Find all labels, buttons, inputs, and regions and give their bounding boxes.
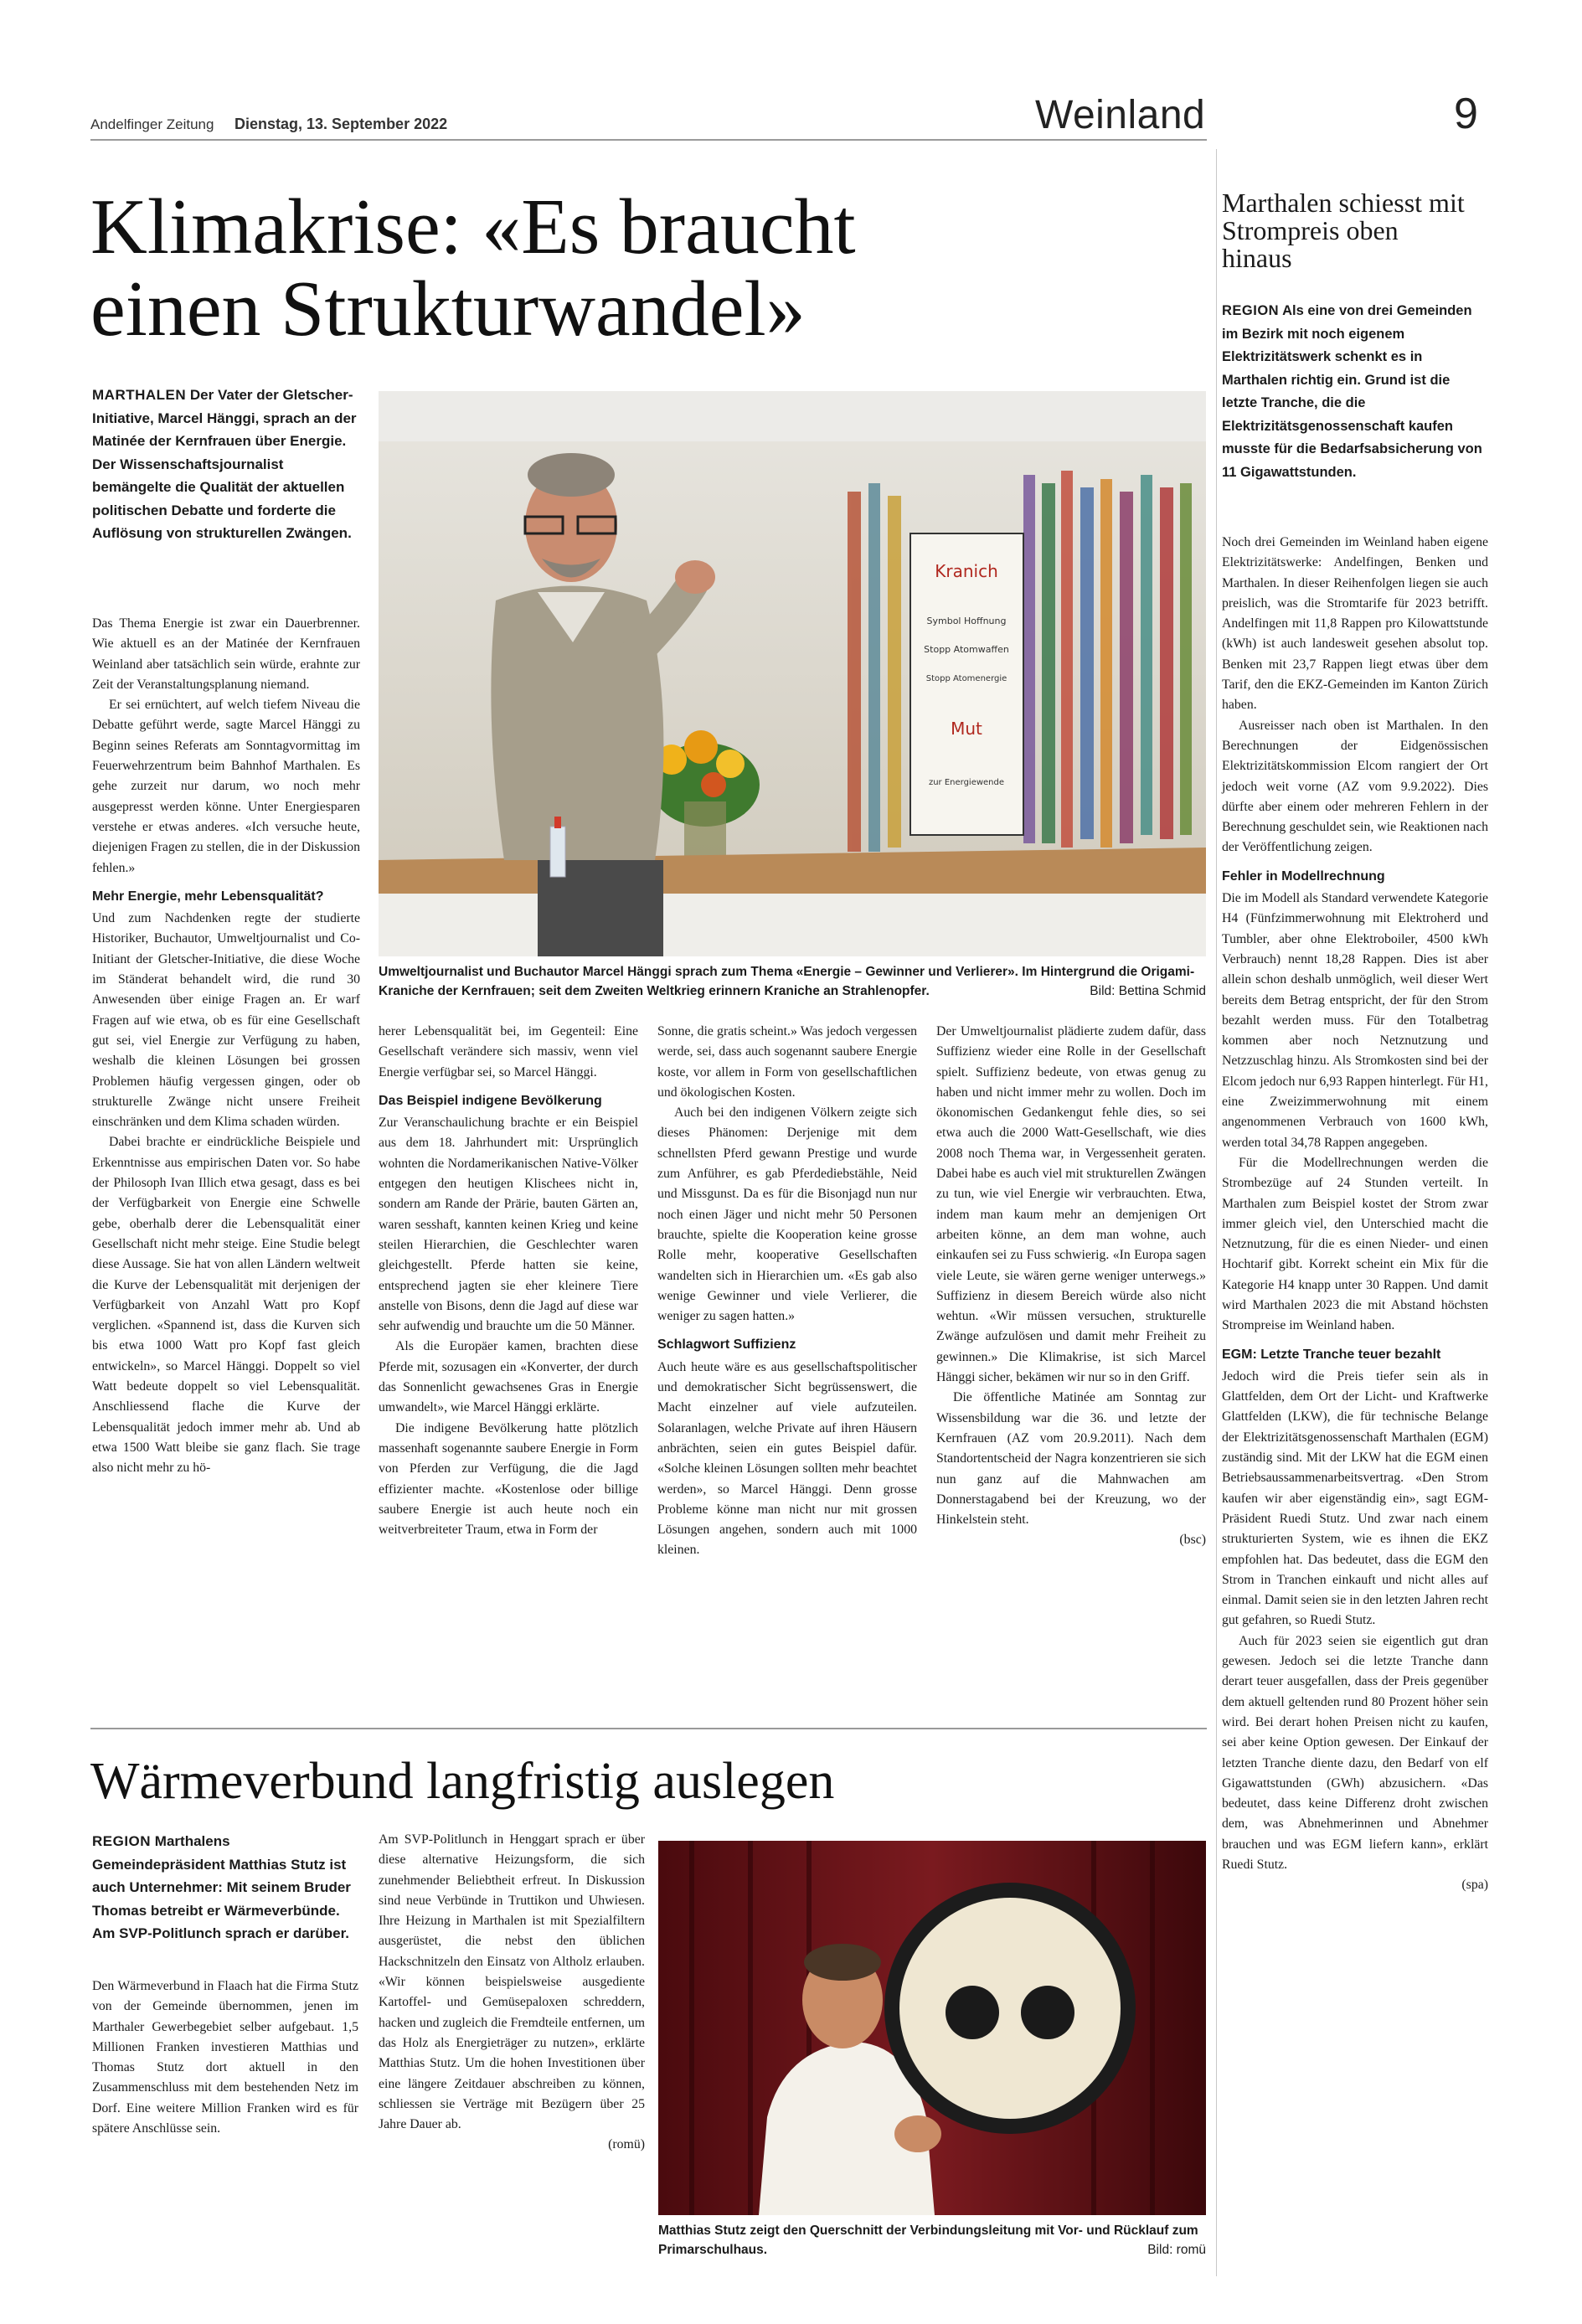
page-number: 9 bbox=[1454, 90, 1478, 138]
main-caption-text: Umweltjournalist und Buchautor Marcel Hänggi sprach zum Thema «Energie – Gewinner und Verlierer». Im Hintergrund die Origami-Kraniche der Kernfrauen; seit dem Zweiten Weltkrieg erinnern Kraniche an Strahlenopfer. bbox=[379, 965, 1195, 998]
side-headline: Marthalen schiesst mit Strompreis oben hinaus bbox=[1222, 188, 1465, 273]
main-col2-paragraph: herer Lebensqualität bei, im Gegenteil: Eine Gesellschaft verändere sich massiv, wenn viel Energie verfügbar sei, so Marcel Hänggi. bbox=[379, 1024, 638, 1080]
main-headline-line1: Klimakrise: «Es braucht bbox=[90, 183, 856, 271]
main-col3-paragraph: Auch bei den indigenen Völkern zeigte sich dieses Phänomen: Derjenige mit dem schnellsten Pferd gewann Prestige und wurde zum Anführer, es gab Pferdediebstähle, Neid und Missgunst. Da es für die Bisonjagd nun nur noch einen Jäger und nicht mehr 50 Personen brauchte, spielte die Kooperation keine grosse Rolle mehr, kooperative Gesellschaften wandelten sich in Hierarchien um. «Es gab also wenige Gewinner und viele Verlierer, die weniger zu sagen hatten.» bbox=[657, 1105, 917, 1324]
section-title: Weinland bbox=[1035, 93, 1206, 137]
masthead-paper: Andelfinger Zeitung bbox=[90, 116, 214, 132]
side-lead-text: Als eine von drei Gemeinden im Bezirk mit noch eigenem Elektrizitätswerk schenkt es in Marthalen richtig ein. Grund ist die letzte Tranche, die die Elektrizitätsgenossenschaft kaufen musste für die Bedarfsabsicherung von 11 Gigawattstunden. bbox=[1222, 303, 1482, 480]
side-paragraph: Jedoch wird die Preis tiefer sein als in Glattfelden, dem Ort der Licht- und Kraftwerke Glattfelden (LKW), die für technische Belange der Elektrizitätsgenossenschaft Marthalen (EGM) zuständig sind. Mit der LKW hat die EGM einen Betriebsaussammenarbeitsvertrag. «Den Strom kaufen wir aber eigenständig ein», sagt EGM-Präsident Ruedi Stutz. Und zwar nach einem strukturierten System, wie es ihnen die EKZ empfohlen hat. Das bedeutet, dass die EGM den Strom in Tranchen einkauft und nicht alles auf einmal. Damit seien sie in den letzten Jahren recht gut gefahren, so Ruedi Stutz. bbox=[1222, 1368, 1489, 1628]
side-paragraph: Die im Modell als Standard verwendete Kategorie H4 (Fünfzimmerwohnung mit Elektroherd und Tumbler, aber ohne Elektroboiler, 4500 kWh Verbrauch) nennt 18,28 Rappen. Dies ist aber allein schon deshalb unmöglich, weil dieser Wert bereits dem Betrag entspricht, der für den Strom bezahlt werden muss. Für den Totalbetrag kommen aber noch Netznutzung und Netzzuschlag hinzu. Als Stromkosten sind bei der Elcom jedoch nur 6,93 Rappen hinterlegt. Für H1, eine Zweizimmerwohnung mit einem angenommenen Verbrauch von 1600 kWh, werden total 34,78 Rappen angegeben. bbox=[1222, 891, 1488, 1150]
bottom-photo-caption bbox=[658, 2222, 1206, 2260]
main-col2-paragraph: Als die Europäer kamen, brachten diese Pferde mit, sozusagen ein «Konverter, der durch das Sonnenlicht gewachsenes Gras in Energie umwandelt», wie Marcel Hänggi erklärte. bbox=[379, 1339, 638, 1415]
photo-speaker-illustration bbox=[379, 391, 1206, 956]
side-lead bbox=[1222, 300, 1488, 484]
column-divider bbox=[1216, 149, 1217, 2276]
bottom-caption-credit: Bild: romü bbox=[1147, 2242, 1206, 2257]
masthead-date: Dienstag, 13. September 2022 bbox=[234, 116, 448, 132]
svg-text:Kranich: Kranich bbox=[935, 561, 998, 581]
main-column-1 bbox=[92, 614, 360, 1478]
main-col1-paragraph: Dabei brachte er eindrückliche Beispiele und Erkenntnisse aus empirischen Daten vor. So habe der Philosoph Ivan Illich etwa gesagt, dass es bei der Verfügbarkeit von Energie eine Schwelle gebe, oberhalb derer die Lebensqualität einer Gesellschaft nicht mehr steige. Eine Studie belegt diese Aussage. Sie hat von allen Ländern weltweit die Kurve der Lebensqualität mit derjenigen der Verfügbarkeit von Anzahl Watt pro Kopf verglichen. «Spannend ist, dass die Kurven sich bis etwa 1000 Watt pro Kopf fast gleich entwickeln», so Marcel Hänggi. Doppelt so viel Watt bedeute doppelt so viel Lebensqualität. Anschliessend flache die Kurve der Lebensqualität jedoch immer mehr ab. Und ab etwa 1500 Watt bleibe sie ganz flach. Sie trage also nicht mehr zu hö- bbox=[92, 1135, 360, 1476]
bottom-headline: Wärmeverbund langfristig auslegen bbox=[90, 1753, 835, 1810]
side-subheading: EGM: Letzte Tranche teuer bezahlt bbox=[1222, 1347, 1441, 1362]
bottom-column-2 bbox=[379, 1830, 645, 2156]
side-article-body bbox=[1222, 533, 1488, 1896]
main-col3-paragraph: Auch heute wäre es aus gesellschaftspolitischer und demokratischer Sicht begrüssenswert, die Macht einzelner auf viele aufzuteilen. Solaranlagen, welche Private auf ihren Häusern anbrächten, seien ein gutes Beispiel dafür. «Solche kleinen Lösungen sollten mehr beachtet werden», so Marcel Hänggi. Denn grosse Probleme könne man nicht nur mit grossen Lösungen angehen, sondern auch mit 1000 kleinen. bbox=[657, 1359, 917, 1558]
svg-text:Symbol Hoffnung: Symbol Hoffnung bbox=[926, 616, 1007, 626]
main-lead-keyword: MARTHALEN bbox=[92, 387, 187, 403]
main-col1-paragraph: Das Thema Energie ist zwar ein Dauerbrenner. Wie aktuell es an der Matinée der Kernfrauen Weinland aber tatsächlich sein würde, erahnte zur Zeit der Veranstaltungsplanung niemand. bbox=[92, 616, 360, 692]
bottom-col1-paragraph: Den Wärmeverbund in Flaach hat die Firma Stutz von der Gemeinde übernommen, jenen im Marthaler Gewerbegebiet selber aufgebaut. 1,5 Millionen Franken investieren Matthias und Thomas Stutz dort aktuell in den Zusammenschluss mit dem bestehenden Netz im Dorf. Eine weitere Million Franken wird es für spätere Anschlüsse sein. bbox=[92, 1979, 358, 2136]
main-column-4 bbox=[936, 1022, 1206, 1551]
side-paragraph: Ausreisser nach oben ist Marthalen. In den Berechnungen der Eidgenössischen Elektrizitätskommission Elcom rangiert der Ort jedoch weit vorne (AZ vom 9.9.2022). Dies dürfte aber einem oder mehreren Fehlern in der Berechnung geschuldet sein, wie Reaktionen nach der Veröffentlichung zeigen. bbox=[1222, 718, 1488, 855]
svg-text:Mut: Mut bbox=[951, 719, 982, 739]
bottom-caption-text: Matthias Stutz zeigt den Querschnitt der Verbindungsleitung mit Vor- und Rücklauf zum Primarschulhaus. bbox=[658, 2224, 1198, 2257]
svg-text:zur Energiewende: zur Energiewende bbox=[928, 778, 1005, 787]
main-lead-text: Der Vater der Gletscher-Initiative, Marcel Hänggi, sprach an der Matinée der Kernfrauen über Energie. Der Wissenschaftsjournalist bemängelte die Qualität der aktuellen politischen Debatte und forderte die Auflösung von strukturellen Zwängen. bbox=[92, 387, 357, 541]
main-column-2 bbox=[379, 1022, 638, 1540]
bottom-lead-text: Marthalens Gemeindepräsident Matthias Stutz ist auch Unternehmer: Mit seinem Bruder Thomas betreibt er Wärmeverbünde. Am SVP-Politlunch sprach er darüber. bbox=[92, 1833, 351, 1941]
bottom-signature: (romü) bbox=[608, 2137, 645, 2152]
bottom-lead-keyword: REGION bbox=[92, 1833, 152, 1849]
main-col1-subheading: Mehr Energie, mehr Lebensqualität? bbox=[92, 889, 324, 904]
bottom-column-1 bbox=[92, 1976, 358, 2139]
main-col1-paragraph: Er sei ernüchtert, auf welch tiefem Niveau die Debatte geführt werde, sagte Marcel Hänggi zu Beginn seines Referats am Sonntagvormittag im Feuerwehrzentrum beim Bahnhof Marthalen. Es gehe zurzeit nur darum, wo noch mehr ausgepresst werden könne. Unter Energiesparen verstehe er etwas anderes. «Ich versuche heute, diejenigen Fragen zu stellen, die in der Diskussion fehlen.» bbox=[92, 698, 360, 875]
side-paragraph: Auch für 2023 seien sie eigentlich gut dran gewesen. Jedoch sei die letzte Tranche dann derart teuer ausgefallen, dass der Preis gegenüber dem aktuell geltenden rund 80 Prozent höher sein wird. Bei derart hohen Preisen nicht zu kaufen, sei aber keine Option gewesen. Der Einkauf der letzten Tranche diente dazu, den Bedarf von elf Gigawattstunden (GWh) abzusichern. «Das bedeutet, dass keine Differenz droht zwischen dem, was Abnehmerinnen und Abnehmer brauchen und was EGM liefern kann», erklärt Ruedi Stutz. bbox=[1222, 1633, 1488, 1872]
side-paragraph: Noch drei Gemeinden im Weinland haben eigene Elektrizitätswerke: Andelfingen, Benken und Marthalen. In dieser Reihenfolgen liegen sie auch preislich, was die Stromtarife für 2023 betrifft. Andelfingen mit 11,8 Rappen pro Kilowattstunde (kWh) ist auch landesweit gesehen absolut top. Benken mit 23,7 Rappen liegt etwas über dem Tarif, den die EKZ-Gemeinden im Kanton Zürich haben. bbox=[1222, 535, 1488, 713]
bottom-col2-paragraph: Am SVP-Politlunch in Henggart sprach er über diese alternative Heizungsform, die sich zunehmender Beliebtheit erfreut. In Diskussion sind neue Verbünde in Truttikon und Uhwiesen. Ihre Heizung in Marthalen ist mit Spezialfiltern ausgerüstet, die nebst den üblichen Hackschnitzeln den Einsatz von Altholz erlauben. «Wir können beispielsweise ausgediente Kartoffel- und Gemüsepaloxen schreddern, hacken und zugleich die Fremdteile entfernen, um das Holz als Energieträger zu nutzen», erklärte Matthias Stutz. Um die hohen Investitionen über eine längere Zeitdauer abschreiben zu können, schliessen sie Verträge mit Bezügern über 25 Jahre Dauer ab. bbox=[379, 1832, 645, 2132]
masthead-rule bbox=[90, 139, 1207, 141]
main-signature: (bsc) bbox=[1179, 1533, 1206, 1548]
main-caption-credit: Bild: Bettina Schmid bbox=[1090, 983, 1206, 998]
main-col4-paragraph: Der Umweltjournalist plädierte zudem dafür, dass Suffizienz wieder eine Rolle in der Gesellschaft spielt. Suffizienz bedeute, von etwas genug zu haben und nicht immer mehr zu wollen. Doch im ökonomischen Gedankengut fehle dies, so sei etwa auch die 2000 Watt-Gesellschaft, wie dies 2008 noch Thema war, in Vergessenheit geraten. Dabei habe es auch viel mit strukturellen Zwängen zu tun, wie viel Energie wir verbrauchten. Etwa, indem man kaum mehr an demjenigen Ort arbeiten könne, an dem man wohne, auch einkaufen sei zu Fuss schwierig. «In Europa sagen viele Leute, sie wären gerne weniger unterwegs.» Suffizienz in diesem Bereich würde also nicht wehtun. «Wir müssen versuchen, strukturelle Zwänge aufzulösen und damit mehr Freiheit zu gewinnen.» Die Klimakrise, ist sich Marcel Hänggi sicher, bekämen wir nur so in den Griff. bbox=[936, 1024, 1206, 1385]
side-paragraph: Für die Modellrechnungen werden die Strombezüge auf 24 Stunden verteilt. In Marthalen zum Beispiel kostet der Strom zwar immer gleich viel, den Unterschied macht die Netznutzung, für die es einen Nieder- und einen Hochtarif gibt. Korrekt scheint ein Mix für die Kategorie H4 knapp unter 30 Rappen. Und damit wird Marthalen 2023 die mit Abstand höchsten Strompreise im Weinland haben. bbox=[1222, 1155, 1488, 1333]
main-col2-subheading: Das Beispiel indigene Bevölkerung bbox=[379, 1093, 602, 1108]
side-subheading: Fehler in Modellrechnung bbox=[1222, 868, 1385, 884]
side-signature: (spa) bbox=[1461, 1878, 1488, 1893]
main-col2-paragraph: Die indigene Bevölkerung hatte plötzlich massenhaft sogenannte saubere Energie in Form von Pferden zur Verfügung, die die Jagd effizienter machte. «Kostenlose oder billige saubere Energie ist auch heute noch ein weitverbreiteter Traum, etwa in Form der bbox=[379, 1420, 638, 1538]
main-col3-paragraph: Sonne, die gratis scheint.» Was jedoch vergessen werde, sei, dass auch sogenannt saubere Energie koste, vor allem in Form von gesellschaftlichen und ökologischen Kosten. bbox=[657, 1024, 917, 1100]
photo-pipe-illustration bbox=[658, 1841, 1206, 2215]
bottom-article-rule bbox=[90, 1728, 1207, 1729]
bottom-photo bbox=[658, 1841, 1206, 2215]
main-column-3 bbox=[657, 1022, 917, 1561]
main-col4-paragraph: Die öffentliche Matinée am Sonntag zur Wissensbildung war die 36. und letzte der Kernfrauen (AZ vom 20.9.2011). Nach dem Standortentscheid der Nagra konzentrieren sie sich nun ganz auf die Mahnwachen am Donnerstagabend bei der Kreuzung, wo der Hinkelstein steht. bbox=[936, 1390, 1206, 1528]
svg-text:Stopp Atomwaffen: Stopp Atomwaffen bbox=[924, 644, 1009, 655]
main-photo-caption bbox=[379, 963, 1206, 1001]
main-col2-paragraph: Zur Veranschaulichung brachte er ein Beispiel aus dem 18. Jahrhundert mit: Ursprünglich wohnten die Nordamerikanischen Native-Völker entgegen den heutigen Klischees nicht in, sondern am Rande der Prärie, bauten Gärten an, waren sesshaft, kannten keinen Krieg und keine steilen Hierarchien, die Geschlechter waren gleichgestellt. Pferde hatten sie keine, entsprechend jagten sie eher kleinere Tiere anstelle von Bisons, denn die Jagd auf diese war sehr aufwendig und brauchte um die 50 Männer. bbox=[379, 1116, 638, 1334]
svg-text:Stopp Atomenergie: Stopp Atomenergie bbox=[925, 674, 1007, 683]
side-lead-keyword: REGION bbox=[1222, 303, 1280, 318]
main-col3-subheading: Schlagwort Suffizienz bbox=[657, 1337, 796, 1353]
main-lead bbox=[92, 384, 360, 545]
bottom-lead bbox=[92, 1830, 353, 1945]
main-headline-line2: einen Strukturwandel» bbox=[90, 265, 806, 353]
main-col1-paragraph: Und zum Nachdenken regte der studierte Historiker, Buchautor, Umweltjournalist und Co-Initiant der Gletscher-Initiative, die diese Woche im Ständerat behandelt wird, die rund 30 Anwesenden über einige Fragen an. Er warf Fragen auf wie etwa, ob es für eine Gesellschaft gut sei, viel Energie zur Verfügung zu haben, weshalb die kleinen Lösungen bei grossen Problemen häufig vergessen gingen, oder ob strukturelle Zwänge nicht unsere Freiheit einschränken und dem Klima schaden würden. bbox=[92, 911, 360, 1130]
main-photo bbox=[379, 391, 1206, 956]
main-headline bbox=[90, 183, 856, 353]
